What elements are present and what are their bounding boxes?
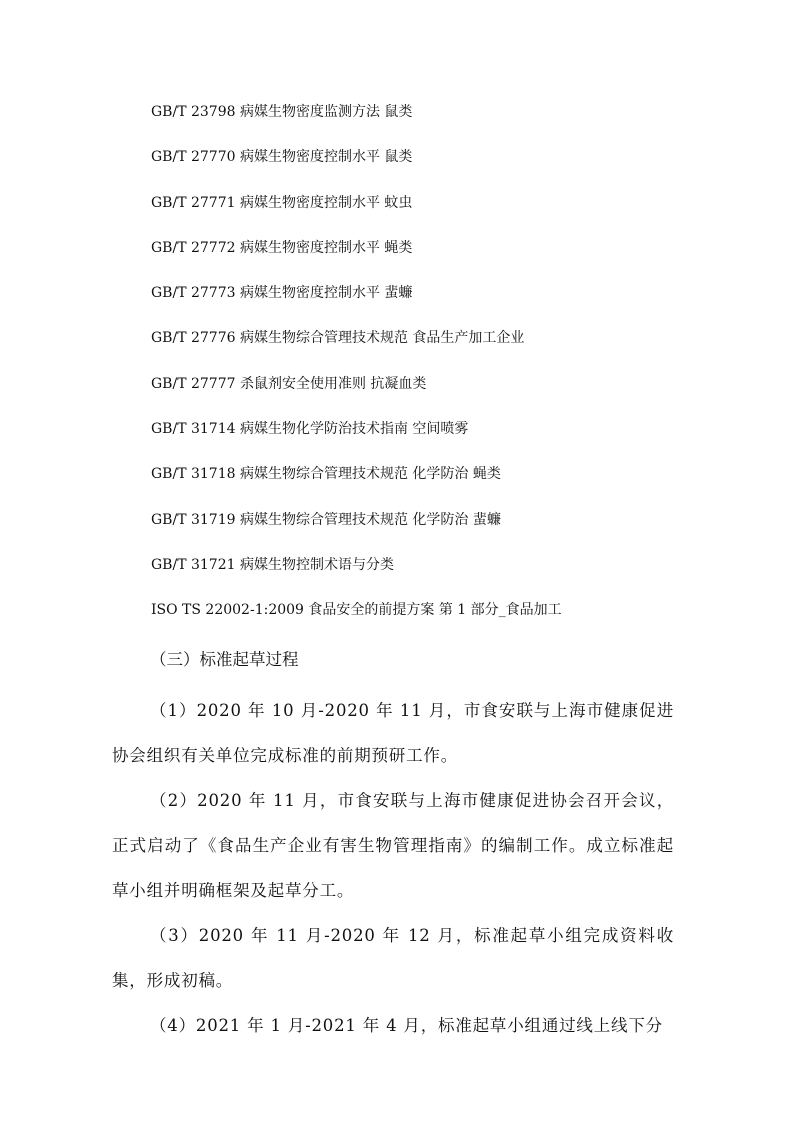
reference-item: GB/T 31719 病媒生物综合管理技术规范 化学防治 蜚蠊 <box>151 511 501 528</box>
reference-item: GB/T 31718 病媒生物综合管理技术规范 化学防治 蝇类 <box>151 466 501 483</box>
reference-item: GB/T 27776 病媒生物综合管理技术规范 食品生产加工企业 <box>151 330 525 347</box>
reference-item: GB/T 27772 病媒生物密度控制水平 蝇类 <box>151 239 413 256</box>
reference-standards-list <box>151 98 711 642</box>
reference-item: ISO TS 22002-1:2009 食品安全的前提方案 第 1 部分_食品加工 <box>151 602 562 619</box>
drafting-process-section <box>112 643 674 1048</box>
reference-item: GB/T 23798 病媒生物密度监测方法 鼠类 <box>151 104 413 120</box>
reference-item: GB/T 27773 病媒生物密度控制水平 蜚蠊 <box>151 285 413 302</box>
paragraph: （1）2020 年 10 月-2020 年 11 月，市食安联与上海市健康促进协会组织有关单位完成标准的前期预研工作。 <box>112 701 674 765</box>
reference-item: GB/T 31721 病媒生物控制术语与分类 <box>151 556 394 573</box>
section-heading: （三）标准起草过程 <box>150 650 299 669</box>
paragraph: （4）2021 年 1 月-2021 年 4 月，标准起草小组通过线上线下分 <box>150 1016 663 1035</box>
paragraph: （2）2020 年 11 月，市食安联与上海市健康促进协会召开会议，正式启动了《食品生产企业有害生物管理指南》的编制工作。成立标准起草小组并明确框架及起草分工。 <box>112 791 674 900</box>
reference-item: GB/T 27770 病媒生物密度控制水平 鼠类 <box>151 149 413 166</box>
reference-item: GB/T 27771 病媒生物密度控制水平 蚊虫 <box>151 194 413 211</box>
reference-item: GB/T 27777 杀鼠剂安全使用准则 抗凝血类 <box>151 375 427 392</box>
paragraph: （3）2020 年 11 月-2020 年 12 月，标准起草小组完成资料收集，形成初稿。 <box>112 926 674 990</box>
reference-item: GB/T 31714 病媒生物化学防治技术指南 空间喷雾 <box>151 421 469 438</box>
